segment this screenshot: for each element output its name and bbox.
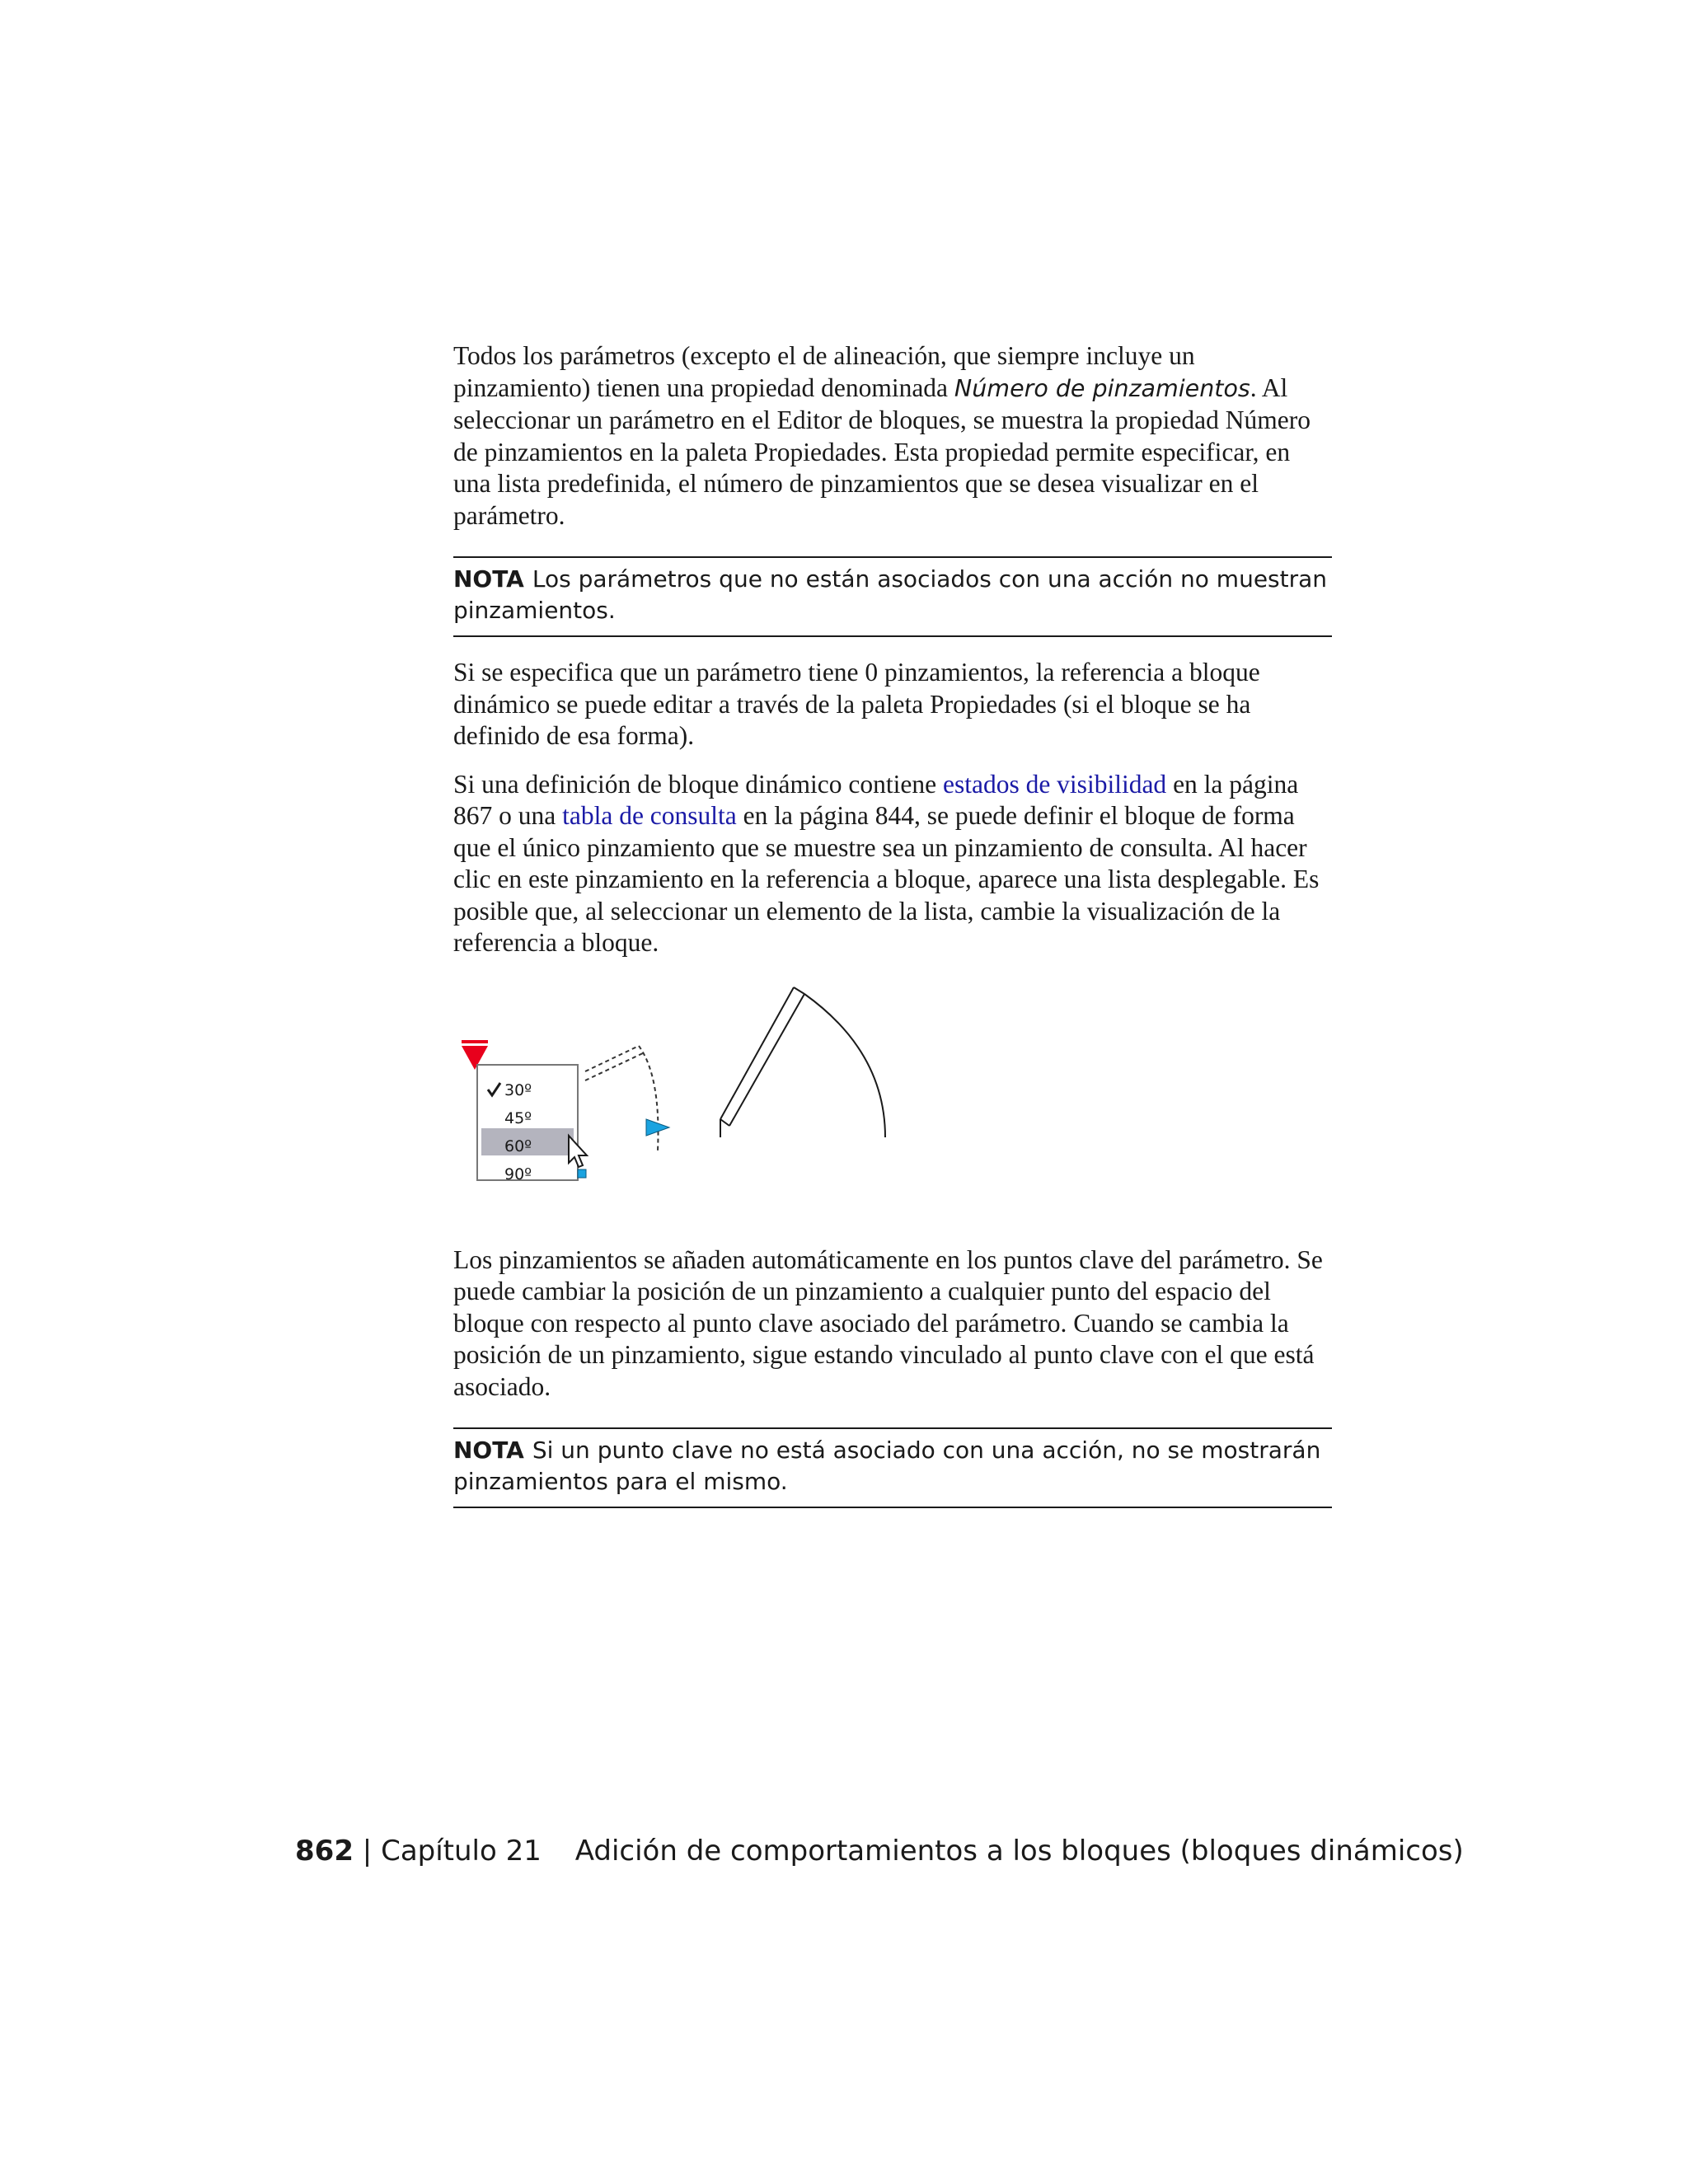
menu-item-45[interactable]: 45º: [504, 1108, 532, 1127]
menu-item-90[interactable]: 90º: [504, 1165, 532, 1183]
wedge-edge: [729, 994, 804, 1126]
wedge-edge: [720, 1119, 729, 1126]
footer-separator: |: [362, 1835, 373, 1868]
chapter-title: Adición de comportamientos a los bloques (bloques dinámicos): [574, 1835, 1464, 1868]
note-text: Los parámetros que no están asociados con una acción no muestran pinzamientos.: [453, 565, 1328, 624]
paragraph-text: Si una definición de bloque dinámico contiene: [453, 769, 943, 799]
note-1: [453, 556, 1332, 637]
note-label: NOTA: [453, 1436, 524, 1464]
menu-item-30[interactable]: 30º: [504, 1080, 532, 1099]
italic-term: Número de pinzamientos: [954, 374, 1250, 402]
link-visibility-states[interactable]: estados de visibilidad: [942, 769, 1167, 799]
paragraph-2: Si se especifica que un parámetro tiene 0 pinzamientos, la referencia a bloque dinámico se puede editar a través de la paleta Propiedades (si el bloque se ha definido de esa forma).: [453, 658, 1260, 750]
link-lookup-table[interactable]: tabla de consulta: [562, 801, 737, 830]
paragraph-text: en la página 867 o una: [453, 769, 1299, 830]
wedge-edge: [794, 987, 804, 994]
chapter-label: Capítulo 21: [381, 1835, 542, 1868]
paragraph-1: [453, 340, 1332, 532]
wedge-arc: [804, 994, 885, 1137]
page-number: 862: [295, 1835, 354, 1868]
paragraph-text: . Al seleccionar un parámetro en el Editor de bloques, se muestra la propiedad Número de pinzamientos en la paleta Propiedades. Esta propiedad permite especificar, en una lista predefinida, el número de pinzamientos que se desea visualizar en el parámetro.: [453, 373, 1311, 530]
paragraph-4: Los pinzamientos se añaden automáticamente en los puntos clave del parámetro. Se puede cambiar la posición de un pinzamiento a cualquier punto del espacio del bloque con respecto al punto clave asociado del parámetro. Cuando se cambia la posición de un pinzamiento, sigue estando vinculado al punto clave con el que está asociado.: [453, 1244, 1323, 1401]
note-text: Si un punto clave no está asociado con una acción, no se mostrarán pinzamientos para el mismo.: [453, 1436, 1321, 1495]
wedge-edge: [720, 987, 794, 1119]
note-2: [453, 1427, 1332, 1508]
page-content: [453, 340, 1332, 1508]
paragraph-text: Todos los parámetros (excepto el de alineación, que siempre incluye un pinzamiento) tienen una propiedad denominada: [453, 341, 1195, 402]
lookup-grip-figure: [453, 977, 1332, 1225]
menu-item-60[interactable]: 60º: [504, 1137, 532, 1155]
paragraph-text: en la página 844, se puede definir el bloque de forma que el único pinzamiento que se muestre sea un pinzamiento de consulta. Al hacer clic en este pinzamiento en la referencia a bloque, aparece una lista desplegable. Es posible que, al seleccionar un elemento de la lista, cambie la visualización de la referencia a bloque.: [453, 801, 1320, 957]
page-footer: [295, 1835, 1464, 1868]
figure-illustration: [445, 977, 973, 1225]
paragraph-3: [453, 769, 1332, 959]
base-grip-icon: [578, 1169, 586, 1178]
note-label: NOTA: [453, 565, 524, 593]
